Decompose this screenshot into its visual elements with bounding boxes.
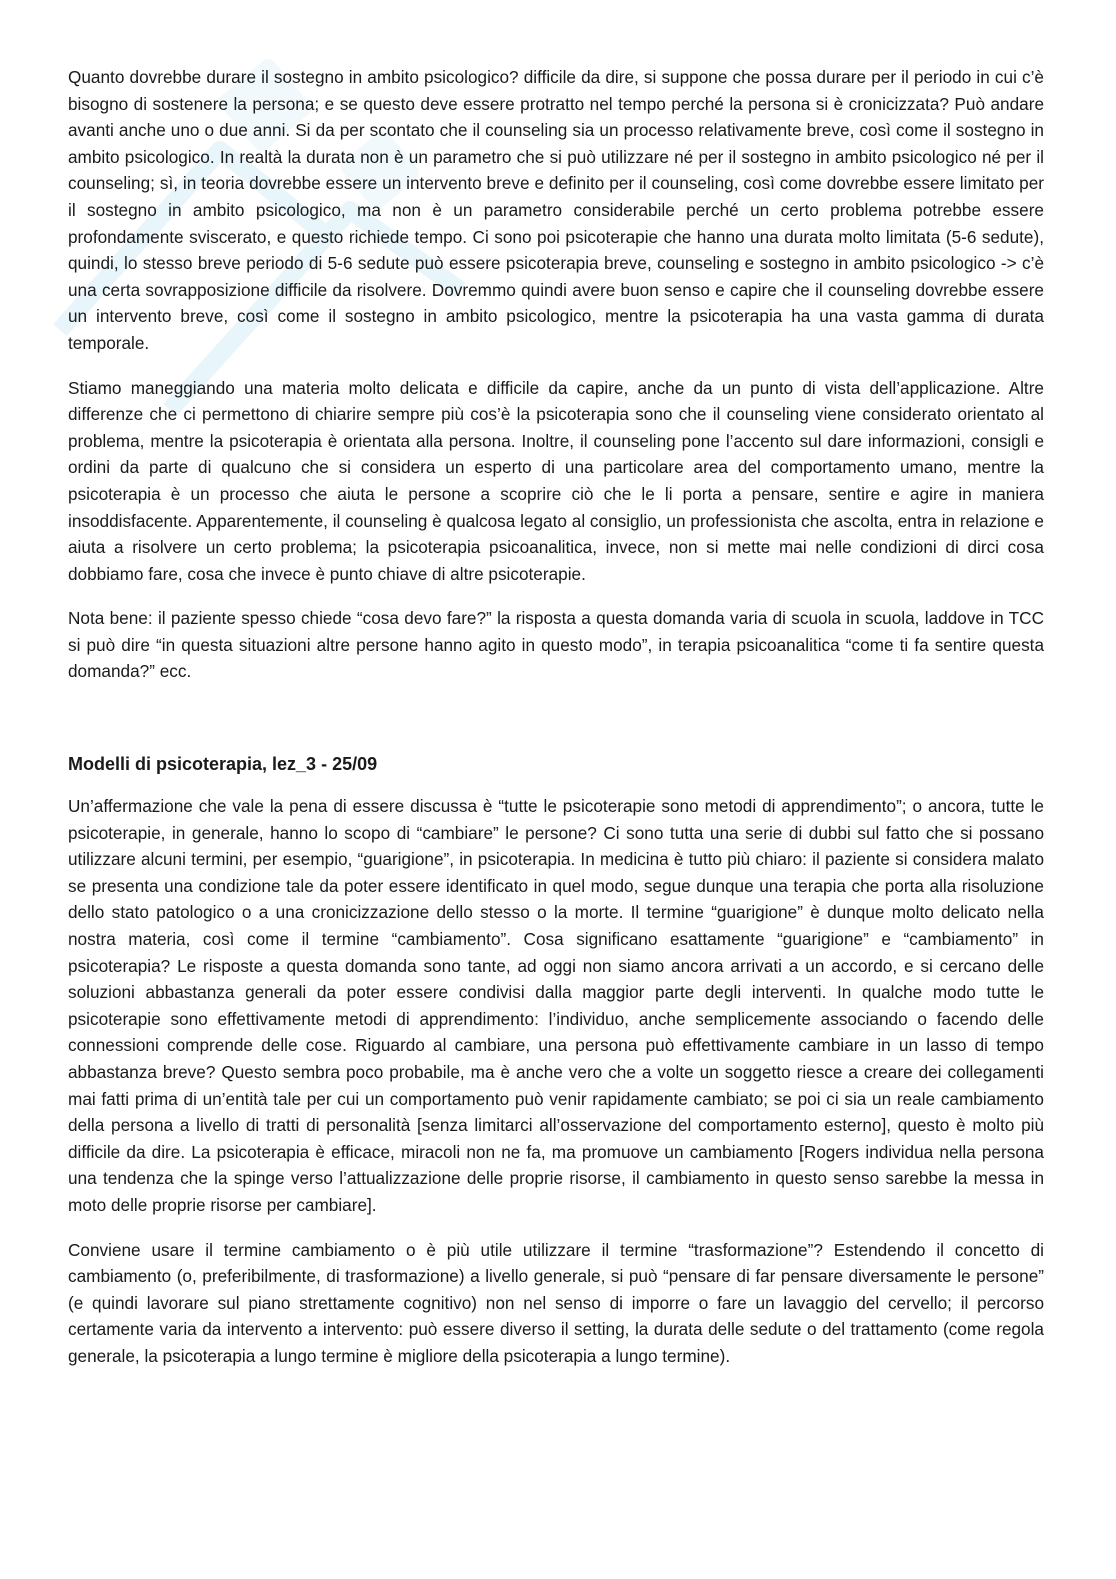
paragraph-duration: Quanto dovrebbe durare il sostegno in ambito psicologico? difficile da dire, si suppone che possa durare per il periodo in cui c’è bisogno di sostenere la persona; e se questo deve essere protratto nel tempo perché la persona si è cronicizzata? Può andare avanti anche uno o due anni. Si da per scontato che il counseling sia un processo relativamente breve, così come il sostegno in ambito psicologico. In realtà la durata non è un parametro che si può utilizzare né per il sostegno in ambito psicologico né per il counseling; sì, in teoria dovrebbe essere un intervento breve e definito per il counseling, così come dovrebbe essere limitato per il sostegno in ambito psicologico, ma non è un parametro considerabile perché un certo problema potrebbe essere profondamente sviscerato, e questo richiede tempo. Ci sono poi psicoterapie che hanno una durata molto limitata (5-6 sedute), quindi, lo stesso breve periodo di 5-6 sedute può essere psicoterapia breve, counseling e sostegno in ambito psicologico -> c’è una certa sovrapposizione difficile da risolvere. Dovremmo quindi avere buon senso e capire che il counseling dovrebbe essere un intervento breve, così come il sostegno in ambito psicologico, mentre la psicoterapia ha una vasta gamma di durata temporale. (68, 67, 1044, 353)
paragraph-nota-bene: Nota bene: il paziente spesso chiede “cosa devo fare?” la risposta a questa domanda varia di scuola in scuola, laddove in TCC si può dire “in questa situazioni altre persone hanno agito in questo modo”, in terapia psicoanalitica “come ti fa sentire questa domanda?” ecc. (68, 608, 1044, 682)
paragraph-learning-change: Un’affermazione che vale la pena di essere discussa è “tutte le psicoterapie sono metodi di apprendimento”; o ancora, tutte le psicoterapie, in generale, hanno lo scopo di “cambiare” le persone? Ci sono tutta una serie di dubbi sul fatto che si possano utilizzare alcuni termini, per esempio, “guarigione”, in psicoterapia. In medicina è tutto più chiaro: il paziente si considera malato se presenta una condizione tale da poter essere identificato in quel modo, segue dunque una terapia che porta alla risoluzione dello stato patologico o a una cronicizzazione dello stesso o la morte. Il termine “guarigione” è dunque molto delicato nella nostra materia, così come il termine “cambiamento”. Cosa significano esattamente “guarigione” e “cambiamento” in psicoterapia? Le risposte a questa domanda sono tante, ad oggi non siamo ancora arrivati a un accordo, e si cercano delle soluzioni abbastanza generali da poter essere condivisi dalla maggior parte degli interventi. In qualche modo tutte le psicoterapie sono effettivamente metodi di apprendimento: l’individuo, anche semplicemente associando o facendo delle connessioni comprende delle cose. Riguardo al cambiare, una persona può effettivamente cambiare in un lasso di tempo abbastanza breve? Questo sembra poco probabile, ma è anche vero che a volte un soggetto riesce a creare dei collegamenti mai fatti prima di un’entità tale per cui un comportamento può venir rapidamente cambiato; se poi ci sia un reale cambiamento della persona a livello di tratti di personalità [senza limitarci all’osservazione del comportamento esterno], questo è molto più difficile da dire. La psicoterapia è efficace, miracoli non ne fa, ma promuove un cambiamento [Rogers individua nella persona una tendenza che la spinge verso l’attualizzazione delle proprie risorse, il cambiamento in questo senso sarebbe la messa in moto delle proprie risorse per cambiare]. (68, 796, 1044, 1215)
paragraph-differences: Stiamo maneggiando una materia molto delicata e difficile da capire, anche da un punto di vista dell’applicazione. Altre differenze che ci permettono di chiarire sempre più cos’è la psicoterapia sono che il counseling viene considerato orientato al problema, mentre la psicoterapia è orientata alla persona. Inoltre, il counseling pone l’accento sul dare informazioni, consigli e ordini da parte di qualcuno che si considera un esperto di una particolare area del comportamento umano, mentre la psicoterapia è un processo che aiuta le persone a scoprire ciò che le li porta a pensare, sentire e agire in maniera insoddisfacente. Apparentemente, il counseling è qualcosa legato al consiglio, un professionista che ascolta, entra in relazione e aiuta a risolvere un certo problema; la psicoterapia psicoanalitica, invece, non si mette mai nelle condizioni di dirci cosa dobbiamo fare, cosa che invece è punto chiave di altre psicoterapie. (68, 377, 1044, 584)
paragraph-transformation: Conviene usare il termine cambiamento o è più utile utilizzare il termine “trasformazione”? Estendendo il concetto di cambiamento (o, preferibilmente, di trasformazione) a livello generale, si può “pensare di far pensare diversamente le persone” (e quindi lavorare sul piano strettamente cognitivo) non nel senso di imporre o fare un lavaggio del cervello; il percorso certamente varia da intervento a intervento: può essere diverso il setting, la durata delle sedute o del trattamento (come regola generale, la psicoterapia a lungo termine è migliore della psicoterapia a lungo termine). (68, 1239, 1044, 1366)
section-spacer (68, 703, 1044, 751)
section-heading: Modelli di psicoterapia, lez_3 - 25/09 (68, 754, 378, 775)
document-body (68, 64, 1044, 1388)
